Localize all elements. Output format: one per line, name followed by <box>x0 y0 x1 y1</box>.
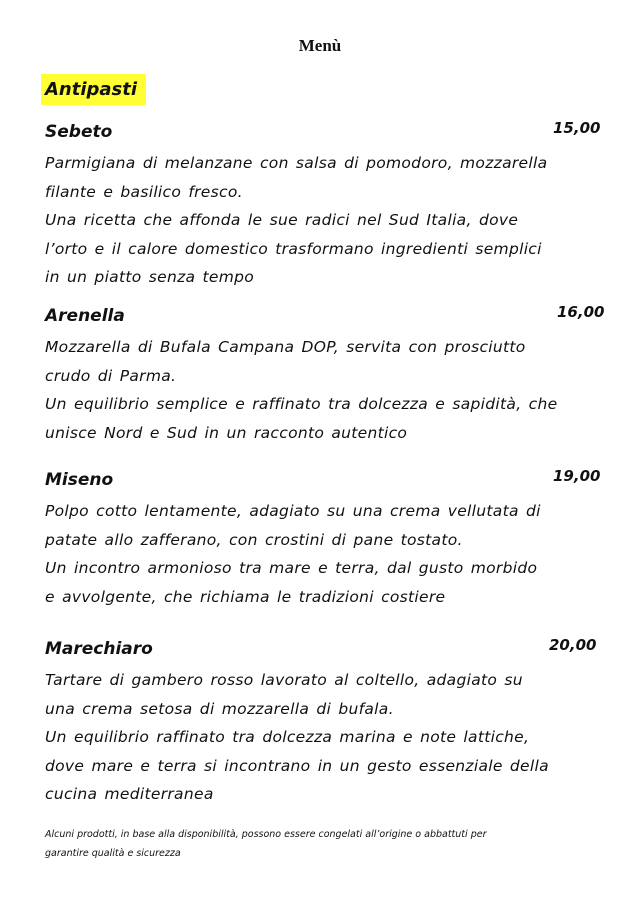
item-name: Arenella <box>45 306 125 326</box>
item-price: 20,00 <box>549 636 597 654</box>
item-story: Una ricetta che affonda le sue radici nel Sud Italia, dove l’orto e il calore domestico trasformano ingredienti semplici in un piatto senza tempo <box>45 211 542 286</box>
menu-item <box>45 121 605 292</box>
page-title: Menù <box>298 36 342 55</box>
menu-item <box>45 305 605 447</box>
menu-item <box>45 469 605 611</box>
item-story: Un equilibrio raffinato tra dolcezza marina e note lattiche, dove mare e terra si incontrano in un gesto essenziale della cucina mediterranea <box>45 728 549 803</box>
item-description: Polpo cotto lentamente, adagiato su una crema vellutata di patate allo zafferano, con crostini di pane tostato. <box>45 502 541 549</box>
item-price: 15,00 <box>553 119 601 137</box>
item-story: Un equilibrio semplice e raffinato tra dolcezza e sapidità, che unisce Nord e Sud in un racconto autentico <box>45 395 558 442</box>
item-description: Tartare di gambero rosso lavorato al coltello, adagiato su una crema setosa di mozzarella di bufala. <box>45 671 523 718</box>
item-description: Parmigiana di melanzane con salsa di pomodoro, mozzarella filante e basilico fresco. <box>45 154 548 201</box>
item-story: Un incontro armonioso tra mare e terra, dal gusto morbido e avvolgente, che richiama le tradizioni costiere <box>45 559 538 606</box>
menu-item <box>45 638 605 809</box>
section-heading-antipasti: Antipasti <box>41 74 146 105</box>
item-price: 16,00 <box>557 303 605 321</box>
footnote: Alcuni prodotti, in base alla disponibilità, possono essere congelati all’origine o abbattuti per garantire qualità e sicurezza <box>45 829 487 859</box>
item-price: 19,00 <box>553 467 601 485</box>
item-name: Marechiaro <box>45 639 153 659</box>
item-name: Sebeto <box>45 122 113 142</box>
item-name: Miseno <box>45 470 114 490</box>
item-description: Mozzarella di Bufala Campana DOP, servita con prosciutto crudo di Parma. <box>45 338 526 385</box>
